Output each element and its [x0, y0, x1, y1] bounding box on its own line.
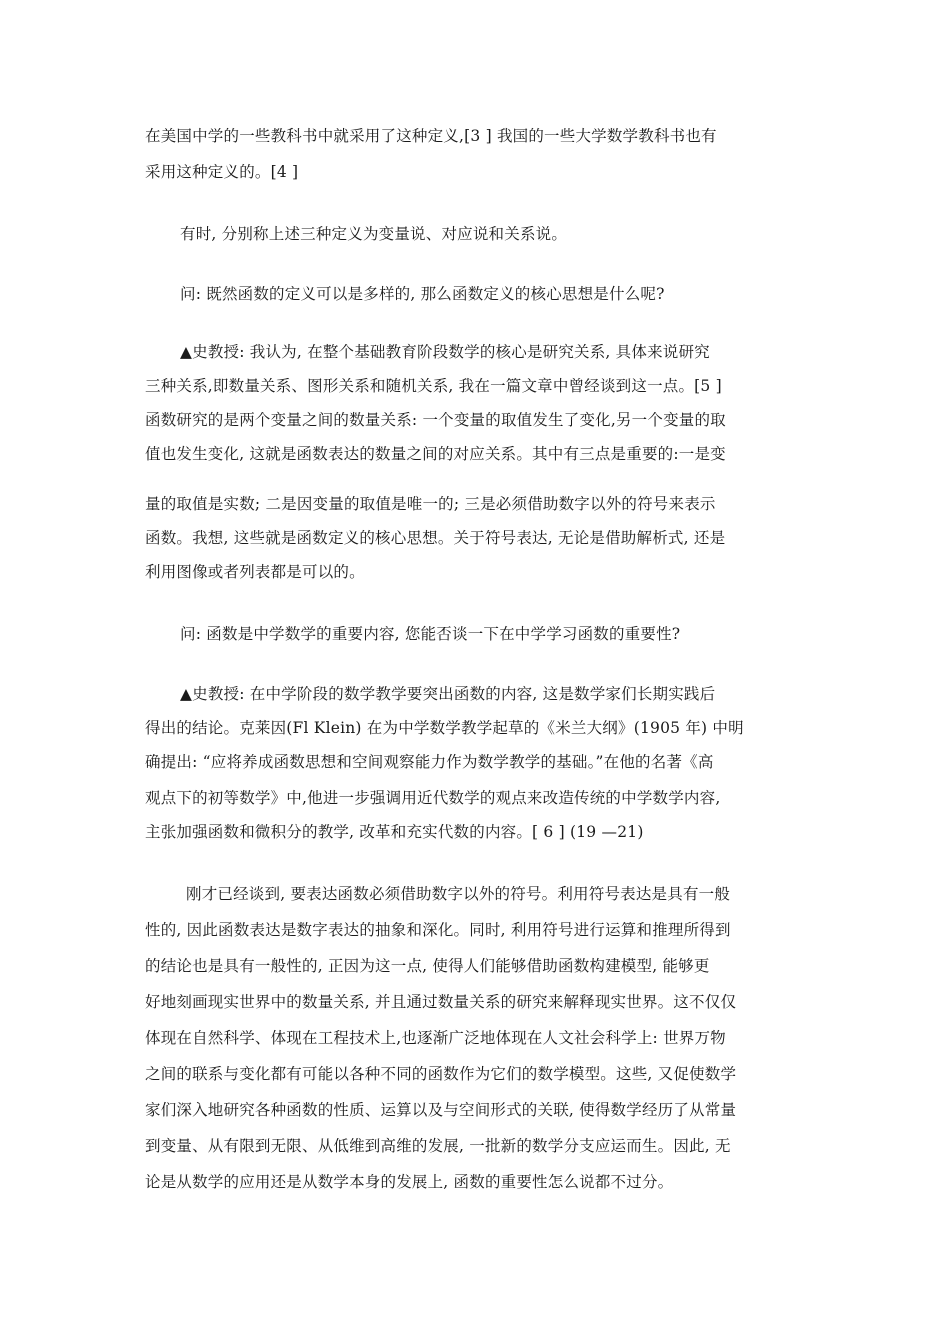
text-line: 的结论也是具有一般性的, 正因为这一点, 使得人们能够借助函数构建模型, 能够更 [145, 957, 710, 975]
question-line: 问: 函数是中学数学的重要内容, 您能否谈一下在中学学习函数的重要性? [180, 625, 681, 643]
text-line: 好地刻画现实世界中的数量关系, 并且通过数量关系的研究来解释现实世界。这不仅仅 [145, 993, 737, 1011]
text-line: 三种关系,即数量关系、图形关系和随机关系, 我在一篇文章中曾经谈到这一点。[5 ] [145, 377, 722, 395]
text-line: 到变量、从有限到无限、从低维到高维的发展, 一批新的数学分支应运而生。因此, 无 [145, 1137, 731, 1155]
text-line: 采用这种定义的。[4 ] [145, 163, 299, 181]
text-line: 在美国中学的一些教科书中就采用了这种定义,[3 ] 我国的一些大学数学教科书也有 [145, 127, 717, 145]
text-line: 之间的联系与变化都有可能以各种不同的函数作为它们的数学模型。这些, 又促使数学 [145, 1065, 737, 1083]
text-line: 体现在自然科学、体现在工程技术上,也逐渐广泛地体现在人文社会科学上: 世界万物 [145, 1029, 726, 1047]
text-line: 得出的结论。克莱因(Fl Klein) 在为中学数学教学起草的《米兰大纲》(1905 年) 中明 [145, 719, 744, 737]
text-line: 函数研究的是两个变量之间的数量关系: 一个变量的取值发生了变化,另一个变量的取 [145, 411, 726, 429]
question-line: 问: 既然函数的定义可以是多样的, 那么函数定义的核心思想是什么呢? [180, 285, 665, 303]
text-line: 有时, 分别称上述三种定义为变量说、对应说和关系说。 [180, 225, 568, 243]
text-line: 家们深入地研究各种函数的性质、运算以及与空间形式的关联, 使得数学经历了从常量 [145, 1101, 737, 1119]
text-line: 观点下的初等数学》中,他进一步强调用近代数学的观点来改造传统的中学数学内容, [145, 789, 721, 807]
text-line: 刚才已经谈到, 要表达函数必须借助数字以外的符号。利用符号表达是具有一般 [186, 885, 731, 903]
text-line: 性的, 因此函数表达是数字表达的抽象和深化。同时, 利用符号进行运算和推理所得到 [145, 921, 731, 939]
text-line: 量的取值是实数; 二是因变量的取值是唯一的; 三是必须借助数字以外的符号来表示 [145, 495, 716, 513]
text-line: 值也发生变化, 这就是函数表达的数量之间的对应关系。其中有三点是重要的:一是变 [145, 445, 726, 463]
text-line: 确提出: “应将养成函数思想和空间观察能力作为数学教学的基础。”在他的名著《高 [145, 753, 714, 771]
answer-line: ▲史教授: 我认为, 在整个基础教育阶段数学的核心是研究关系, 具体来说研究 [180, 343, 710, 361]
text-line: 利用图像或者列表都是可以的。 [145, 563, 365, 581]
answer-line: ▲史教授: 在中学阶段的数学教学要突出函数的内容, 这是数学家们长期实践后 [180, 685, 716, 703]
text-line: 函数。我想, 这些就是函数定义的核心思想。关于符号表达, 无论是借助解析式, 还是 [145, 529, 726, 547]
text-line: 主张加强函数和微积分的教学, 改革和充实代数的内容。[ 6 ] (19 —21) [145, 823, 644, 841]
text-line: 论是从数学的应用还是从数学本身的发展上, 函数的重要性怎么说都不过分。 [145, 1173, 674, 1191]
